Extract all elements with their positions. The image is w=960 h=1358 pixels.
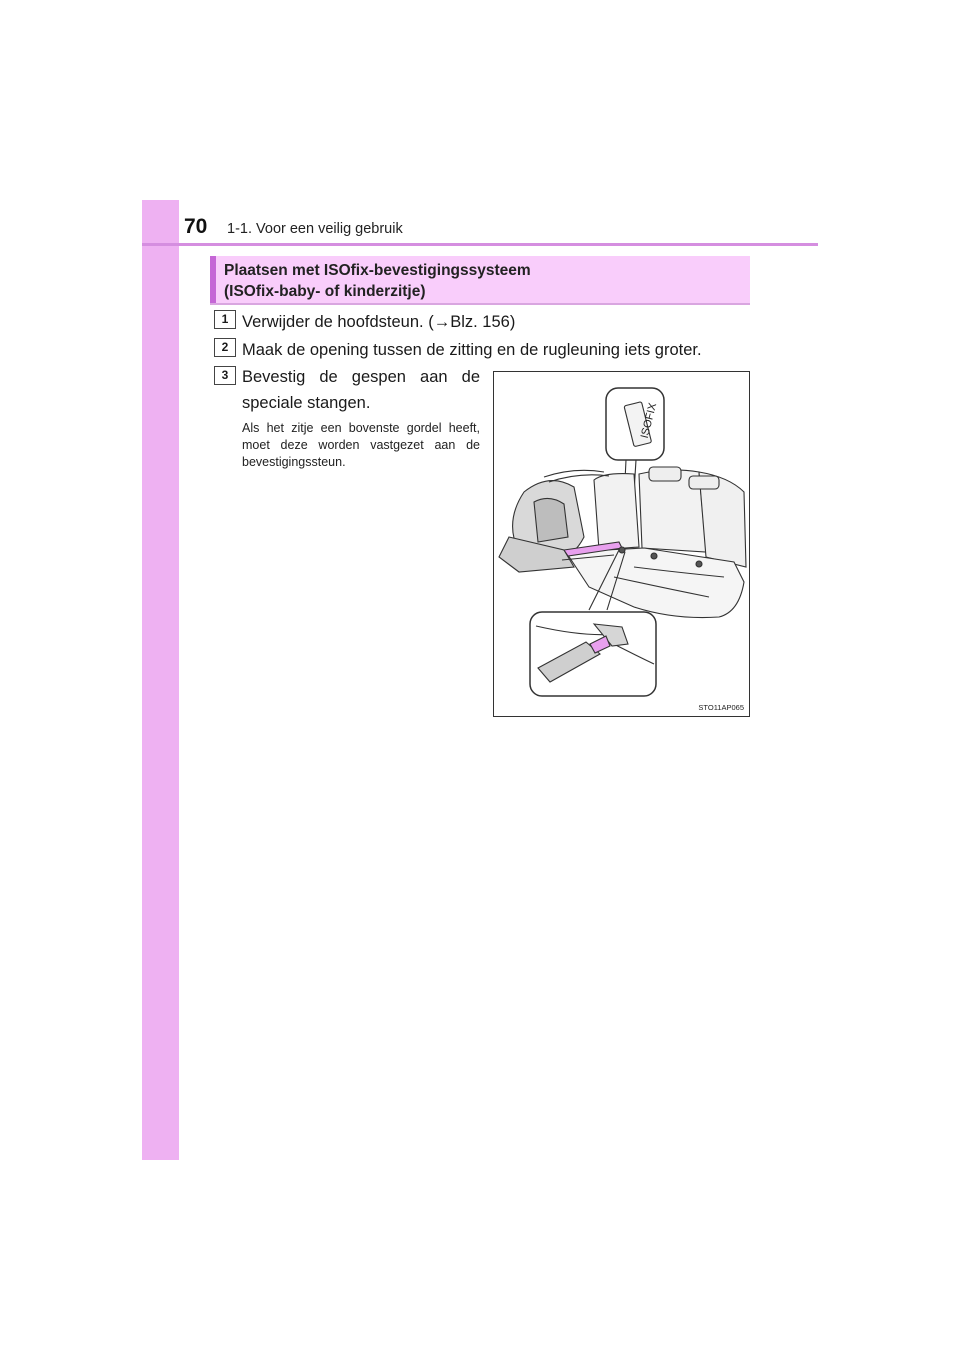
figure-code: STO11AP065 bbox=[698, 703, 744, 712]
section-title-line-2: (ISOfix-baby- of kinderzitje) bbox=[224, 283, 426, 300]
step-3-note: Als het zitje een bovenste gordel heeft, moet deze worden vastgezet aan de bevestigingssteun. bbox=[242, 421, 480, 469]
section-heading-box bbox=[210, 256, 750, 305]
step-text-2: Maak de opening tussen de zitting en de rugleuning iets groter. bbox=[242, 341, 702, 359]
step-number-1: 1 bbox=[214, 310, 236, 329]
seatback-left bbox=[594, 474, 639, 550]
isofix-drawing bbox=[494, 372, 749, 716]
header-divider bbox=[142, 243, 818, 246]
page-number: 70 bbox=[184, 215, 208, 238]
section-title bbox=[224, 260, 531, 302]
anchor-point bbox=[619, 547, 625, 553]
section-accent-bar bbox=[210, 256, 216, 303]
side-color-strip bbox=[142, 200, 179, 1160]
isofix-tag-label: ISOFIX bbox=[638, 401, 660, 440]
section-title-line-1: Plaatsen met ISOfix-bevestigingssysteem bbox=[224, 262, 531, 279]
step-number-3: 3 bbox=[214, 366, 236, 385]
step-text-1: Verwijder de hoofdsteun. (→Blz. 156) bbox=[242, 313, 516, 331]
isofix-illustration bbox=[493, 371, 750, 717]
headrest-middle bbox=[649, 467, 681, 481]
chapter-header: 1-1. Voor een veilig gebruik bbox=[227, 221, 403, 237]
headrest-right bbox=[689, 476, 719, 489]
step-number-2: 2 bbox=[214, 338, 236, 357]
step-text-3: Bevestig de gespen aan de speciale stangen. bbox=[242, 368, 480, 412]
